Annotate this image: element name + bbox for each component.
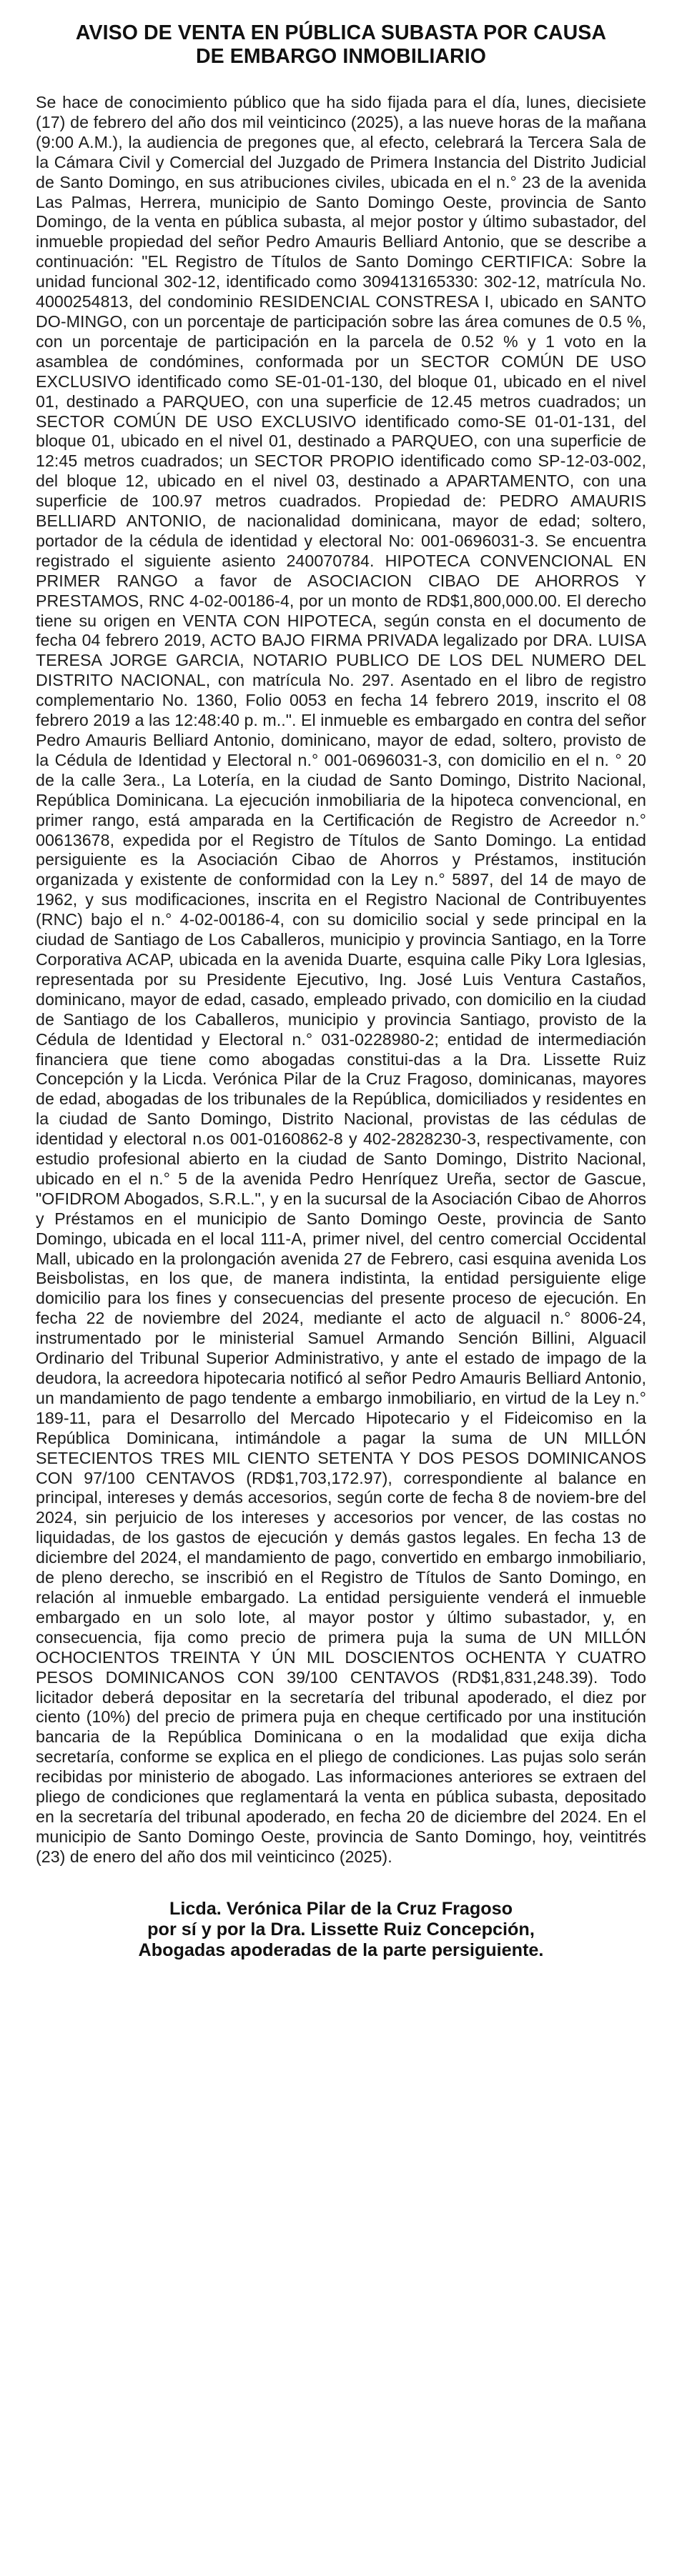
notice-title-line-1: AVISO DE VENTA EN PÚBLICA SUBASTA POR CAUSA: [75, 21, 607, 44]
notice-title: [36, 21, 646, 69]
signature-line-1: Licda. Verónica Pilar de la Cruz Fragoso: [169, 1898, 513, 1919]
signature-line-2: por sí y por la Dra. Lissette Ruiz Concepción,: [147, 1919, 535, 1940]
legal-notice: [36, 21, 646, 1961]
signature-line-3: Abogadas apoderadas de la parte persiguiente.: [138, 1940, 544, 1960]
notice-title-line-2: DE EMBARGO INMOBILIARIO: [195, 45, 487, 68]
signature-block: [36, 1899, 646, 1961]
notice-body: Se hace de conocimiento público que ha sido fijada para el día, lunes, diecisiete (17) de febrero del año dos mil veinticinco (2025), a las nueve horas de la mañana (9:00 A.M.), la audiencia de pregones que, al efecto, celebrará la Tercera Sala de la Cámara Civil y Comercial del Juzgado de Primera Instancia del Distrito Judicial de Santo Domingo, en sus atribuciones civiles, ubicada en el n.° 23 de la avenida Las Palmas, Herrera, municipio de Santo Domingo Oeste, provincia de Santo Domingo, de la venta en pública subasta, al mejor postor y último subastador, del inmueble propiedad del señor Pedro Amauris Belliard Antonio, que se describe a continuación: "EL Registro de Títulos de Santo Domingo CERTIFICA: Sobre la unidad funcional 302-12, identificado como 309413165330: 302-12, matrícula No. 4000254813, del condominio RESIDENCIAL CONSTRESA I, ubicado en SANTO DO-MINGO, con un porcentaje de participación sobre las área comunes de 0.5 %, con un porcentaje de participación en la parcela de 0.52 % y 1 voto en la asamblea de condómines, conformada por un SECTOR COMÚN DE USO EXCLUSIVO identificado como SE-01-01-130, del bloque 01, ubicado en el nivel 01, destinado a PARQUEO, con una superficie de 12.45 metros cuadrados; un SECTOR COMÚN DE USO EXCLUSIVO identificado como-SE 01-01-131, del bloque 01, ubicado en el nivel 01, destinado a PARQUEO, con una superficie de 12:45 metros cuadrados; un SECTOR PROPIO identificado como SP-12-03-002, del bloque 12, ubicado en el nivel 03, destinado a APARTAMENTO, con una superficie de 100.97 metros cuadrados. Propiedad de: PEDRO AMAURIS BELLIARD ANTONIO, de nacionalidad dominicana, mayor de edad; soltero, portador de la cédula de identidad y electoral No: 001-0696031-3. Se encuentra registrado el siguiente asiento 240070784. HIPOTECA CONVENCIONAL EN PRIMER RANGO a favor de ASOCIACION CIBAO DE AHORROS Y PRESTAMOS, RNC 4-02-00186-4, por un monto de RD$1,800,000.00. El derecho tiene su origen en VENTA CON HIPOTECA, según consta en el documento de fecha 04 febrero 2019, ACTO BAJO FIRMA PRIVADA legalizado por DRA. LUISA TERESA JORGE GARCIA, NOTARIO PUBLICO DE LOS DEL NUMERO DEL DISTRITO NACIONAL, con matrícula No. 297. Asentado en el libro de registro complementario No. 1360, Folio 0053 en fecha 14 febrero 2019, inscrito el 08 febrero 2019 a las 12:48:40 p. m..". El inmueble es embargado en contra del señor Pedro Amauris Belliard Antonio, dominicano, mayor de edad, soltero, provisto de la Cédula de Identidad y Electoral n.° 001-0696031-3, con domicilio en el n. ° 20 de la calle 3era., La Lotería, en la ciudad de Santo Domingo, Distrito Nacional, República Dominicana. La ejecución inmobiliaria de la hipoteca convencional, en primer rango, está amparada en la Certificación de Registro de Acreedor n.° 00613678, expedida por el Registro de Títulos de Santo Domingo. La entidad persiguiente es la Asociación Cibao de Ahorros y Préstamos, institución organizada y existente de conformidad con la Ley n.° 5897, del 14 de mayo de 1962, y sus modificaciones, inscrita en el Registro Nacional de Contribuyentes (RNC) bajo el n.° 4-02-00186-4, con su domicilio social y sede principal en la ciudad de Santiago de Los Caballeros, municipio y provincia Santiago, en la Torre Corporativa ACAP, ubicada en la avenida Duarte, esquina calle Piky Lora Iglesias, representada por su Presidente Ejecutivo, Ing. José Luis Ventura Castaños, dominicano, mayor de edad, casado, empleado privado, con domicilio en la ciudad de Santiago de los Caballeros, municipio y provincia Santiago, provisto de la Cédula de Identidad y Electoral n.° 031-0228980-2; entidad de intermediación financiera que tiene como abogadas constitui-das a la Dra. Lissette Ruiz Concepción y la Licda. Verónica Pilar de la Cruz Fragoso, dominicanas, mayores de edad, abogadas de los tribunales de la República, domiciliados y residentes en la ciudad de Santo Domingo, Distrito Nacional, provistas de las cédulas de identidad y electoral n.os 001-0160862-8 y 402-2828230-3, respectivamente, con estudio profesional abierto en la ciudad de Santo Domingo, Distrito Nacional, ubicado en el n.° 5 de la avenida Pedro Henríquez Ureña, sector de Gascue, "OFIDROM Abogados, S.R.L.", y en la sucursal de la Asociación Cibao de Ahorros y Préstamos en el municipio de Santo Domingo Oeste, provincia de Santo Domingo, ubicada en el local 111-A, primer nivel, del centro comercial Occidental Mall, ubicado en la prolongación avenida 27 de Febrero, casi esquina avenida Los Beisbolistas, en los que, de manera indistinta, la entidad persiguiente elige domicilio para los fines y consecuencias del presente proceso de ejecución. En fecha 22 de noviembre del 2024, mediante el acto de alguacil n.° 8006-24, instrumentado por le ministerial Samuel Armando Sención Billini, Alguacil Ordinario del Tribunal Superior Administrativo, y ante el estado de impago de la deudora, la acreedora hipotecaria notificó al señor Pedro Amauris Belliard Antonio, un mandamiento de pago tendente a embargo inmobiliario, en virtud de la Ley n.° 189-11, para el Desarrollo del Mercado Hipotecario y el Fideicomiso en la República Dominicana, intimándole a pagar la suma de UN MILLÓN SETECIENTOS TRES MIL CIENTO SETENTA Y DOS PESOS DOMINICANOS CON 97/100 CENTAVOS (RD$1,703,172.97), correspondiente al balance en principal, intereses y demás accesorios, según corte de fecha 8 de noviem-bre del 2024, sin perjuicio de los intereses y accesorios por vencer, de las costas no liquidadas, de los gastos de ejecución y demás gastos legales. En fecha 13 de diciembre del 2024, el mandamiento de pago, convertido en embargo inmobiliario, de pleno derecho, se inscribió en el Registro de Títulos de Santo Domingo, en relación al inmueble embargado. La entidad persiguiente venderá el inmueble embargado en un solo lote, al mayor postor y último subastador, y, en consecuencia, fija como precio de primera puja la suma de UN MILLÓN OCHOCIENTOS TREINTA Y ÚN MIL DOSCIENTOS OCHENTA Y CUATRO PESOS DOMINICANOS CON 39/100 CENTAVOS (RD$1,831,248.39). Todo licitador deberá depositar en la secretaría del tribunal apoderado, el diez por ciento (10%) del precio de primera puja en cheque certificado por una institución bancaria de la República Dominicana o en la modalidad que exija dicha secretaría, conforme se explica en el pliego de condiciones. Las pujas solo serán recibidas por ministerio de abogado. Las informaciones anteriores se extraen del pliego de condiciones que reglamentará la venta en pública subasta, depositado en la secretaría del tribunal apoderado, en fecha 20 de diciembre del 2024. En el municipio de Santo Domingo Oeste, provincia de Santo Domingo, hoy, veintitrés (23) de enero del año dos mil veinticinco (2025).: [36, 93, 646, 1866]
